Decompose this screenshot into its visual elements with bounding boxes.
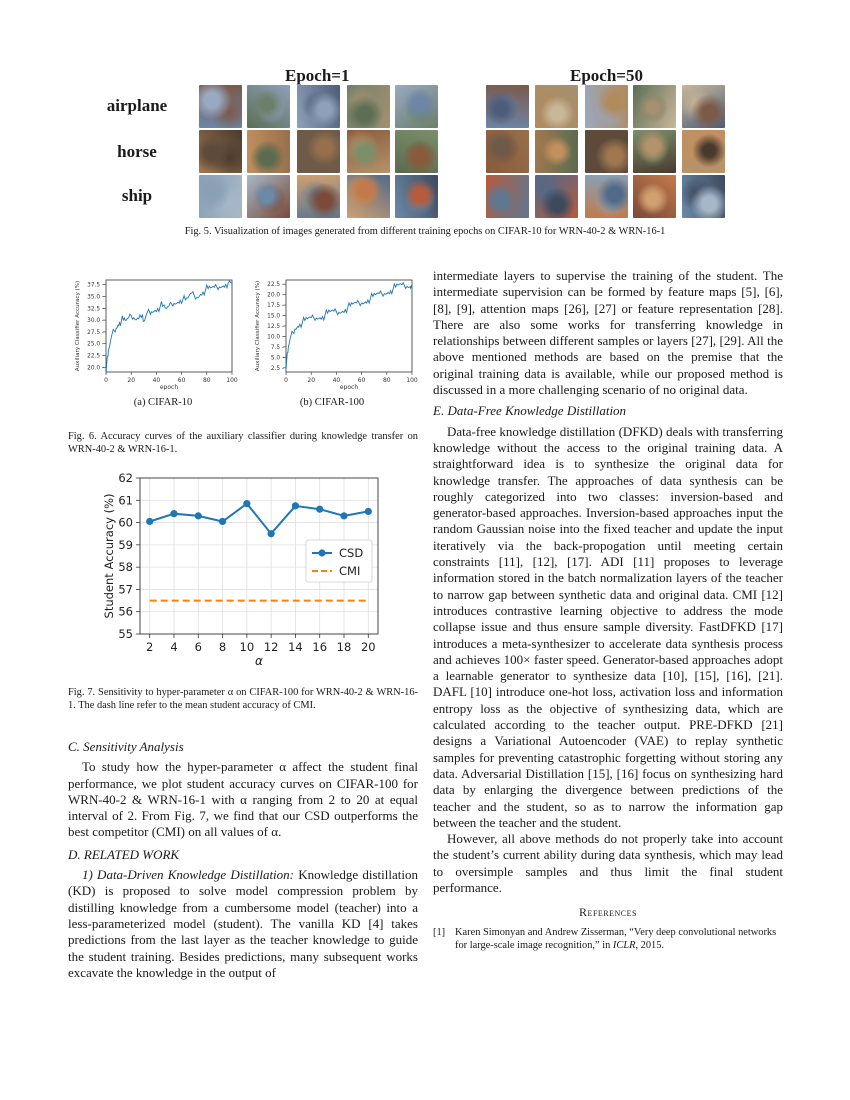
subsection-1-text: Knowledge distillation (KD) is proposed to solve model compression problem by distilling knowledge from a cumbersome model (teacher) into a less-parameterized model (student). The vanilla KD [4] takes predictions from the last layer as the teacher knowledge to guide the student training. Besides predictions, many subsequent works excavate the knowledge in the output of: [68, 867, 418, 980]
generated-image-tile: [395, 85, 438, 128]
generated-image-tile: [297, 130, 340, 173]
generated-image-tile: [297, 175, 340, 218]
y-tick-label: 55: [118, 627, 133, 641]
csd-point: [170, 510, 177, 517]
y-tick-label: 22.5 -: [267, 282, 284, 289]
fig7-plot: [98, 468, 388, 668]
generated-image-tile: [585, 175, 628, 218]
generated-image-tile: [535, 130, 578, 173]
y-tick-label: 61: [118, 493, 133, 508]
y-tick-label: 17.5 -: [267, 303, 284, 310]
csd-point: [268, 530, 275, 537]
x-tick-label: 100: [406, 377, 418, 384]
csd-point: [195, 512, 202, 519]
section-c-heading: C. Sensitivity Analysis: [68, 739, 184, 754]
generated-image-tile: [347, 175, 390, 218]
generated-image-tile: [347, 130, 390, 173]
limitations-paragraph: However, all above methods do not properly take into account the student’s current ability during data synthesis, which may lead to oversimple samples and thus limit the final student performance.: [433, 831, 783, 895]
reference-1-year: , 2015.: [635, 939, 665, 951]
csd-point: [219, 518, 226, 525]
y-tick-label: 37.5 -: [87, 282, 104, 289]
y-tick-label: 30.0 -: [87, 318, 104, 325]
y-tick-label: 32.5 -: [87, 306, 104, 313]
fig6-caption: Fig. 6. Accuracy curves of the auxiliary classifier during knowledge transfer on WRN-40-2 & WRN-16-1.: [68, 431, 418, 455]
csd-point: [365, 508, 372, 515]
accuracy-curve: [106, 281, 232, 374]
y-tick-label: 62: [118, 471, 133, 485]
generated-image-tile: [347, 85, 390, 128]
x-axis-label: α: [255, 654, 263, 668]
generated-image-tile: [199, 175, 242, 218]
references-heading: References: [579, 905, 637, 920]
y-axis-label: Auxiliary Classifier Accuracy (%): [255, 280, 261, 372]
epoch1-title: Epoch=1: [285, 66, 350, 85]
generated-image-tile: [199, 130, 242, 173]
x-tick-label: 100: [226, 377, 238, 384]
row-label-airplane: airplane: [106, 96, 168, 115]
y-tick-label: 60: [118, 515, 133, 530]
generated-image-tile: [247, 130, 290, 173]
legend-cmi-label: CMI: [339, 564, 361, 578]
x-tick-label: 16: [312, 640, 328, 654]
x-tick-label: 20: [127, 377, 136, 384]
dfkd-paragraph: Data-free knowledge distillation (DFKD) deals with transferring knowledge without the access to the original training data. A straightforward idea is to synthesize the original data for knowledge transfer. The approaches of data synthesis can be roughly categorized into two classes: inversion-based and generator-based approaches. Inversion-based approaches input the random Gaussian noise into the fixed teacher and update the input iteratively via the back-propogation until meeting certain constraints [11], [12], [17]. ADI [11] proposes to leverage information stored in the batch normalization layers of the teacher to narrow gap between synthetic data and original data. CMI [12] introduces contrastive learning objective to address the mode collapse issue and thus ensure sample diversity. FastDFKD [17] introduces a meta-synthesizer to accelerate data synthesis process and achieves 100× faster speed. Generator-based approaches adopt a learnable generator to synthesize data [10], [15], [16], [21]. DAFL [10] introduce one-hot loss, activation loss and information entropy loss as the objective of synthesizing data, which are calculated according to the teacher output. PRE-DFKD [21] designs a Variational Autoencoder (VAE) to replay synthetic samples for preventing catastrophic forgetting without storing any data. Adversarial Distillation [15], [16] focus on synthesizing hard data by enlarging the divergence between predictions of the teacher and the student, so as to narrow the information gap between the teacher and the student.: [433, 423, 783, 830]
csd-point: [146, 518, 153, 525]
fig6a-plot: [70, 272, 240, 390]
generated-image-grid: [0, 0, 850, 230]
intermediate-supervision-paragraph: intermediate layers to supervise the training of the student. The intermediate supervision can be formed by feature maps [5], [6], [8], [9], attention maps [26], [27] or feature representation [28]. There are also some works for transferring knowledge in relationships between different samples or layers [27], [29]. All the above mentioned methods are based on the premise that the original training data is available, while our proposed method is discussed in a more challenging scenario of no original data.: [433, 268, 783, 398]
section-d1-paragraph: [68, 867, 418, 981]
generated-image-tile: [199, 85, 242, 128]
generated-image-tile: [297, 85, 340, 128]
x-tick-label: 80: [382, 377, 391, 384]
y-axis-label: Student Accuracy (%): [102, 493, 116, 619]
csd-point: [243, 500, 250, 507]
x-tick-label: 18: [336, 640, 352, 654]
y-tick-label: 12.5 -: [267, 324, 284, 330]
csd-point: [316, 506, 323, 513]
x-axis-label: epoch: [159, 384, 179, 390]
row-label-horse: horse: [117, 142, 157, 161]
x-tick-label: 10: [239, 640, 255, 654]
generated-image-tile: [247, 85, 290, 128]
generated-image-tile: [633, 130, 676, 173]
fig7-caption: Fig. 7. Sensitivity to hyper-parameter α on CIFAR-100 for WRN-40-2 & WRN-16-1. The dash line refer to the mean student accuracy of CMI.: [68, 687, 418, 711]
section-d-heading: D. RELATED WORK: [68, 846, 180, 862]
reference-1: [433, 926, 783, 952]
generated-image-tile: [682, 130, 725, 173]
x-tick-label: 60: [177, 377, 186, 384]
right-column-text: [433, 268, 783, 952]
x-tick-label: 4: [170, 640, 178, 654]
x-tick-label: 20: [307, 377, 316, 384]
y-tick-label: 22.5 -: [87, 353, 104, 360]
y-tick-label: 15.0 -: [267, 313, 284, 320]
x-tick-label: 40: [152, 377, 161, 384]
y-axis-label: Auxiliary Classifier Accuracy (%): [75, 280, 81, 372]
y-tick-label: 25.0 -: [87, 341, 104, 348]
x-tick-label: 60: [357, 377, 366, 384]
csd-point: [292, 502, 299, 509]
generated-image-tile: [633, 85, 676, 128]
reference-1-venue: ICLR: [612, 939, 636, 951]
generated-image-tile: [395, 175, 438, 218]
x-tick-label: 12: [263, 640, 279, 654]
y-tick-label: 10.0 -: [267, 334, 284, 341]
generated-image-tile: [585, 85, 628, 128]
legend-csd-label: CSD: [339, 546, 364, 560]
fig6b-subcaption: (b) CIFAR-100: [299, 397, 365, 408]
section-e-heading: E. Data-Free Knowledge Distillation: [433, 403, 627, 419]
generated-image-tile: [535, 175, 578, 218]
generated-image-tile: [247, 175, 290, 218]
generated-image-tile: [535, 85, 578, 128]
csd-point: [340, 512, 347, 519]
y-tick-label: 2.5 -: [270, 365, 284, 372]
x-tick-label: 20: [360, 640, 376, 654]
generated-image-tile: [486, 130, 529, 173]
generated-image-tile: [585, 130, 628, 173]
y-tick-label: 27.5 -: [87, 329, 104, 336]
x-tick-label: 40: [332, 377, 341, 384]
x-tick-label: 14: [288, 640, 303, 654]
section-c-paragraph: To study how the hyper-parameter α affect the student final performance, we plot student accuracy curves on CIFAR-100 for WRN-40-2 & WRN-16-1 with α ranging from 2 to 20 at equal interval of 2. From Fig. 7, we find that our CSD outperforms the best competitor (CMI) on all values of α.: [68, 759, 418, 840]
y-tick-label: 20.0 -: [267, 292, 284, 299]
y-tick-label: 7.5 -: [270, 344, 284, 351]
fig5-caption: Fig. 5. Visualization of images generated from different training epochs on CIFAR-10 for WRN-40-2 & WRN-16-1: [184, 226, 666, 237]
fig6a-subcaption: (a) CIFAR-10: [133, 397, 193, 408]
plot-frame: [286, 280, 412, 372]
y-tick-label: 20.0 -: [87, 365, 104, 372]
subsection-1-title: 1) Data-Driven Knowledge Distillation:: [82, 867, 294, 883]
generated-image-tile: [395, 130, 438, 173]
x-tick-label: 80: [202, 377, 211, 384]
generated-image-tile: [486, 175, 529, 218]
x-tick-label: 0: [284, 377, 288, 384]
csd-series-line: [150, 504, 369, 534]
reference-1-number: [1]: [433, 926, 446, 938]
left-column-text: [68, 739, 418, 981]
x-tick-label: 2: [146, 640, 154, 654]
x-tick-label: 6: [194, 640, 202, 654]
plot-frame: [106, 280, 232, 372]
fig6b-plot: [250, 272, 420, 390]
accuracy-curve: [286, 283, 412, 371]
legend-csd-marker: [318, 549, 325, 556]
generated-image-tile: [682, 85, 725, 128]
reference-1-authors-title: Karen Simonyan and Andrew Zisserman, “Very deep convolutional networks for large-scale image recognition,” in: [455, 926, 777, 951]
x-axis-label: epoch: [339, 384, 359, 390]
x-tick-label: 0: [104, 377, 108, 384]
y-tick-label: 59: [118, 537, 133, 552]
row-label-ship: ship: [121, 186, 153, 205]
x-tick-label: 8: [218, 640, 227, 654]
y-tick-label: 35.0 -: [87, 294, 104, 301]
generated-image-tile: [486, 85, 529, 128]
reference-1-text: [455, 926, 783, 952]
generated-image-tile: [633, 175, 676, 218]
y-tick-label: 58: [118, 560, 133, 575]
y-tick-label: 57: [118, 582, 133, 597]
epoch50-title: Epoch=50: [570, 66, 643, 85]
y-tick-label: 56: [118, 604, 133, 619]
generated-image-tile: [682, 175, 725, 218]
y-tick-label: 5.0 -: [270, 355, 284, 362]
